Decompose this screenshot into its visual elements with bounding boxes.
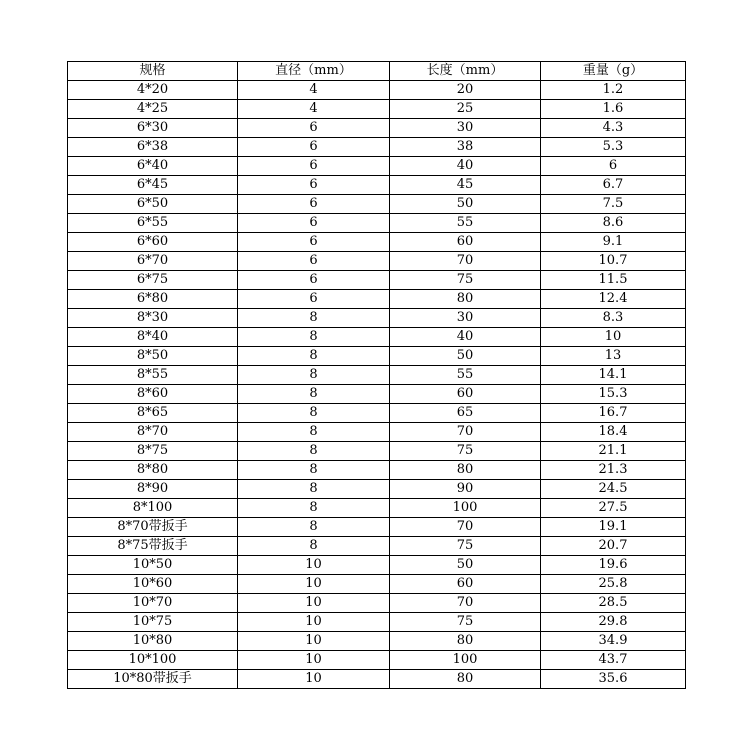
header-cell-length: 长度（mm） (390, 62, 541, 81)
cell-weight: 18.4 (541, 423, 686, 442)
cell-weight: 10.7 (541, 252, 686, 271)
cell-weight: 27.5 (541, 499, 686, 518)
cell-spec: 8*80 (68, 461, 238, 480)
table-row (68, 404, 686, 423)
cell-length: 75 (390, 613, 541, 632)
cell-length: 75 (390, 271, 541, 290)
cell-weight: 7.5 (541, 195, 686, 214)
cell-spec: 8*55 (68, 366, 238, 385)
cell-spec: 8*30 (68, 309, 238, 328)
cell-weight: 25.8 (541, 575, 686, 594)
cell-length: 55 (390, 366, 541, 385)
table-row (68, 309, 686, 328)
cell-diameter: 6 (238, 290, 390, 309)
cell-diameter: 6 (238, 271, 390, 290)
cell-spec: 8*60 (68, 385, 238, 404)
cell-spec: 6*45 (68, 176, 238, 195)
table-row (68, 252, 686, 271)
table-row (68, 632, 686, 651)
cell-length: 50 (390, 195, 541, 214)
cell-spec: 10*75 (68, 613, 238, 632)
cell-spec: 8*100 (68, 499, 238, 518)
cell-length: 100 (390, 499, 541, 518)
cell-spec: 6*70 (68, 252, 238, 271)
cell-spec: 10*50 (68, 556, 238, 575)
header-row (68, 62, 686, 81)
cell-spec: 8*75 (68, 442, 238, 461)
table-row (68, 423, 686, 442)
cell-spec: 6*80 (68, 290, 238, 309)
cell-length: 60 (390, 233, 541, 252)
cell-length: 70 (390, 518, 541, 537)
cell-diameter: 8 (238, 404, 390, 423)
table-row (68, 651, 686, 670)
cell-weight: 5.3 (541, 138, 686, 157)
table-row (68, 328, 686, 347)
cell-spec: 4*20 (68, 81, 238, 100)
cell-weight: 35.6 (541, 670, 686, 689)
table-row (68, 214, 686, 233)
cell-spec: 10*80 (68, 632, 238, 651)
cell-diameter: 6 (238, 233, 390, 252)
cell-spec: 10*100 (68, 651, 238, 670)
cell-length: 30 (390, 309, 541, 328)
cell-length: 20 (390, 81, 541, 100)
spec-table (67, 61, 686, 689)
table-row (68, 157, 686, 176)
cell-diameter: 6 (238, 176, 390, 195)
cell-spec: 8*40 (68, 328, 238, 347)
cell-diameter: 10 (238, 613, 390, 632)
cell-length: 45 (390, 176, 541, 195)
cell-length: 40 (390, 157, 541, 176)
cell-length: 80 (390, 290, 541, 309)
cell-spec: 6*30 (68, 119, 238, 138)
cell-weight: 21.3 (541, 461, 686, 480)
table-row (68, 575, 686, 594)
table-row (68, 100, 686, 119)
cell-length: 80 (390, 461, 541, 480)
header-cell-weight: 重量（g） (541, 62, 686, 81)
header-cell-spec: 规格 (68, 62, 238, 81)
cell-length: 75 (390, 537, 541, 556)
cell-weight: 24.5 (541, 480, 686, 499)
cell-diameter: 10 (238, 651, 390, 670)
cell-spec: 6*60 (68, 233, 238, 252)
cell-diameter: 10 (238, 556, 390, 575)
table-row (68, 233, 686, 252)
table-row (68, 670, 686, 689)
cell-spec: 8*70带扳手 (68, 518, 238, 537)
cell-weight: 6 (541, 157, 686, 176)
table-row (68, 385, 686, 404)
cell-spec: 8*70 (68, 423, 238, 442)
cell-spec: 6*50 (68, 195, 238, 214)
cell-weight: 10 (541, 328, 686, 347)
cell-length: 70 (390, 594, 541, 613)
table-row (68, 195, 686, 214)
cell-diameter: 6 (238, 138, 390, 157)
cell-spec: 6*38 (68, 138, 238, 157)
cell-diameter: 8 (238, 385, 390, 404)
cell-weight: 1.6 (541, 100, 686, 119)
table-row (68, 81, 686, 100)
cell-diameter: 6 (238, 252, 390, 271)
cell-length: 100 (390, 651, 541, 670)
table-row (68, 271, 686, 290)
cell-diameter: 10 (238, 632, 390, 651)
table-row (68, 537, 686, 556)
cell-spec: 4*25 (68, 100, 238, 119)
cell-weight: 34.9 (541, 632, 686, 651)
table-row (68, 442, 686, 461)
cell-diameter: 8 (238, 328, 390, 347)
cell-length: 50 (390, 556, 541, 575)
cell-diameter: 6 (238, 119, 390, 138)
cell-weight: 19.1 (541, 518, 686, 537)
cell-diameter: 8 (238, 537, 390, 556)
cell-diameter: 8 (238, 366, 390, 385)
cell-diameter: 10 (238, 575, 390, 594)
cell-spec: 6*75 (68, 271, 238, 290)
cell-length: 70 (390, 423, 541, 442)
cell-spec: 6*55 (68, 214, 238, 233)
cell-length: 60 (390, 575, 541, 594)
cell-diameter: 8 (238, 423, 390, 442)
cell-length: 25 (390, 100, 541, 119)
cell-weight: 13 (541, 347, 686, 366)
cell-weight: 15.3 (541, 385, 686, 404)
cell-length: 65 (390, 404, 541, 423)
table-row (68, 556, 686, 575)
table-body (68, 81, 686, 689)
table-row (68, 366, 686, 385)
cell-weight: 6.7 (541, 176, 686, 195)
cell-length: 60 (390, 385, 541, 404)
cell-diameter: 6 (238, 195, 390, 214)
cell-diameter: 4 (238, 81, 390, 100)
cell-length: 50 (390, 347, 541, 366)
cell-spec: 6*40 (68, 157, 238, 176)
table-row (68, 613, 686, 632)
cell-length: 55 (390, 214, 541, 233)
cell-diameter: 8 (238, 442, 390, 461)
cell-diameter: 10 (238, 670, 390, 689)
cell-diameter: 8 (238, 499, 390, 518)
cell-diameter: 8 (238, 309, 390, 328)
cell-weight: 9.1 (541, 233, 686, 252)
cell-weight: 4.3 (541, 119, 686, 138)
table-row (68, 290, 686, 309)
header-cell-diameter: 直径（mm） (238, 62, 390, 81)
table-row (68, 347, 686, 366)
cell-spec: 10*70 (68, 594, 238, 613)
cell-length: 70 (390, 252, 541, 271)
cell-length: 38 (390, 138, 541, 157)
table-row (68, 594, 686, 613)
cell-diameter: 8 (238, 518, 390, 537)
cell-length: 30 (390, 119, 541, 138)
cell-weight: 19.6 (541, 556, 686, 575)
cell-length: 75 (390, 442, 541, 461)
cell-weight: 14.1 (541, 366, 686, 385)
cell-diameter: 8 (238, 480, 390, 499)
cell-spec: 10*60 (68, 575, 238, 594)
cell-diameter: 4 (238, 100, 390, 119)
cell-spec: 10*80带扳手 (68, 670, 238, 689)
cell-weight: 8.3 (541, 309, 686, 328)
cell-length: 80 (390, 670, 541, 689)
cell-diameter: 6 (238, 157, 390, 176)
table-row (68, 138, 686, 157)
cell-weight: 29.8 (541, 613, 686, 632)
cell-spec: 8*65 (68, 404, 238, 423)
table-row (68, 461, 686, 480)
cell-spec: 8*50 (68, 347, 238, 366)
cell-weight: 20.7 (541, 537, 686, 556)
cell-diameter: 10 (238, 594, 390, 613)
cell-weight: 21.1 (541, 442, 686, 461)
cell-diameter: 6 (238, 214, 390, 233)
table-row (68, 518, 686, 537)
cell-length: 40 (390, 328, 541, 347)
cell-diameter: 8 (238, 347, 390, 366)
cell-weight: 11.5 (541, 271, 686, 290)
table-row (68, 499, 686, 518)
table-row (68, 176, 686, 195)
cell-weight: 1.2 (541, 81, 686, 100)
cell-weight: 12.4 (541, 290, 686, 309)
cell-weight: 16.7 (541, 404, 686, 423)
cell-spec: 8*90 (68, 480, 238, 499)
cell-spec: 8*75带扳手 (68, 537, 238, 556)
cell-weight: 43.7 (541, 651, 686, 670)
cell-length: 80 (390, 632, 541, 651)
cell-weight: 28.5 (541, 594, 686, 613)
cell-length: 90 (390, 480, 541, 499)
table-row (68, 119, 686, 138)
cell-diameter: 8 (238, 461, 390, 480)
cell-weight: 8.6 (541, 214, 686, 233)
table-row (68, 480, 686, 499)
